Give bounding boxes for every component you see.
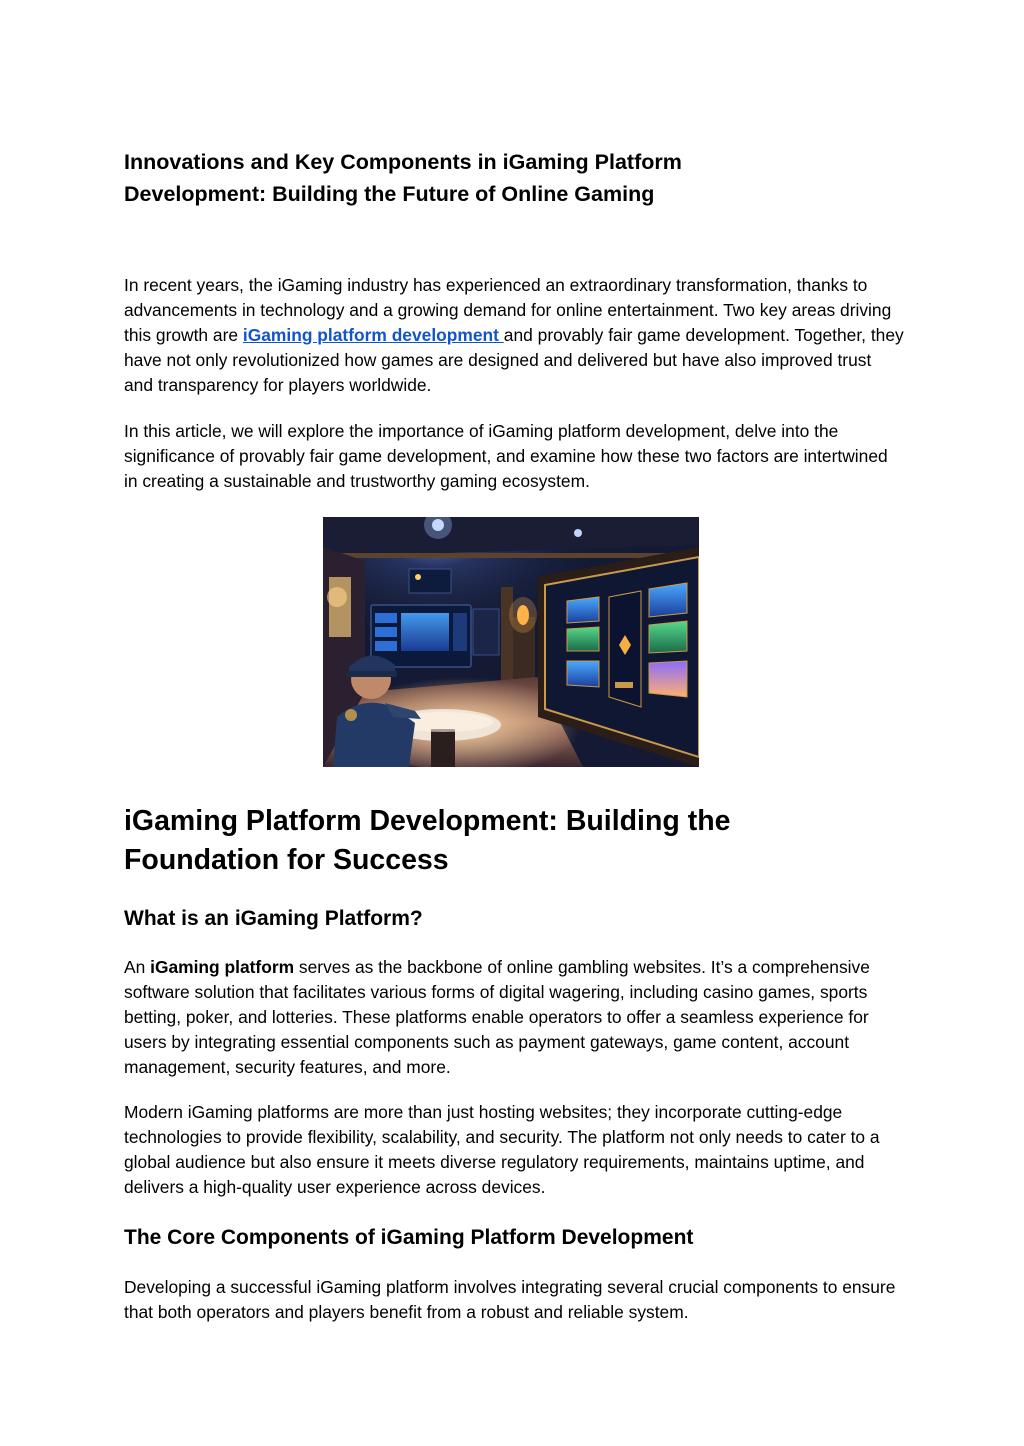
bold-term-igaming-platform: iGaming platform: [150, 957, 295, 977]
section-heading-platform-development: iGaming Platform Development: Building the Foundation for Success: [124, 805, 731, 876]
what-is-paragraph-2: Modern iGaming platforms are more than just hosting websites; they incorporate cutting-edge technologies to provide flexibility, scalability, and security. The platform not only needs to cater to a global audience but also ensure it meets diverse regulatory requirements, maintains uptime, and delivers a high-quality user experience across devices.: [124, 1102, 880, 1197]
igaming-platform-development-link[interactable]: iGaming platform development: [242, 325, 504, 345]
document-title: Innovations and Key Components in iGaming Platform Development: Building the Future of Online Gaming: [124, 150, 682, 206]
what-is-paragraph-1: [124, 955, 904, 1080]
intro-paragraph-2: In this article, we will explore the importance of iGaming platform development, delve into the significance of provably fair game development, and examine how these two factors are intertwined in creating a sustainable and trustworthy gaming ecosystem.: [124, 421, 888, 491]
casino-lounge-illustration: [323, 517, 699, 767]
casino-lounge-artwork: [323, 517, 699, 767]
core-components-paragraph: Developing a successful iGaming platform involves integrating several crucial components to ensure that both operators and players benefit from a robust and reliable system.: [124, 1277, 896, 1322]
intro-text-after-link: and provably fair game development. Together, they have not only revolutionized how games are designed and delivered but have also improved trust and transparency for players worldwide.: [124, 325, 904, 395]
intro-paragraph-1: [124, 273, 904, 398]
text-before-bold: An: [124, 957, 151, 977]
subheading-what-is-igaming-platform: What is an iGaming Platform?: [124, 907, 423, 930]
subheading-core-components: The Core Components of iGaming Platform Development: [124, 1226, 694, 1249]
intro-text-before-link: In recent years, the iGaming industry has experienced an extraordinary transformation, thanks to advancements in technology and a growing demand for online entertainment. Two key areas driving this growth are: [124, 275, 892, 345]
text-after-bold: serves as the backbone of online gambling websites. It’s a comprehensive software solution that facilitates various forms of digital wagering, including casino games, sports betting, poker, and lotteries. These platforms enable operators to offer a seamless experience for users by integrating essential components such as payment gateways, game content, account management, security features, and more.: [124, 957, 870, 1077]
